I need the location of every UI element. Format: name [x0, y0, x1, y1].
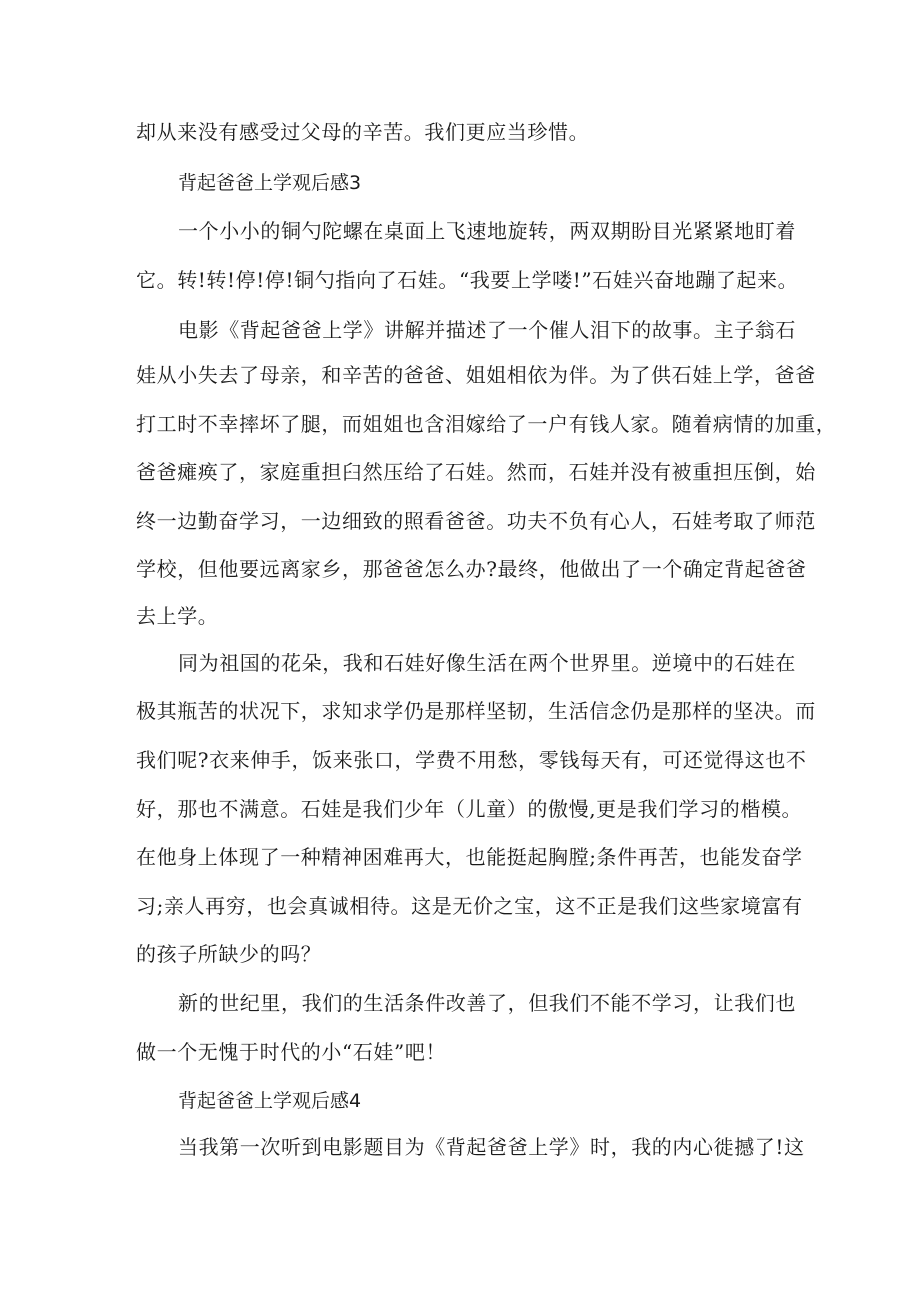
text-line: 的孩子所缺少的吗？ — [136, 942, 322, 966]
section-heading: 背起爸爸上学观后感4 — [178, 1090, 362, 1112]
text-line: 终一边勤奋学习，一边细致的照看爸爸。功夫不负有心人，石娃考取了师范 — [136, 509, 816, 533]
text-line: 在他身上体现了一种精神困难再大，也能挺起胸膛;条件再苦，也能发奋学 — [136, 845, 803, 869]
text-line: 当我第一次听到电影题目为《背起爸爸上学》时，我的内心徙撼了!这 — [178, 1135, 805, 1159]
text-line: 做一个无愧于时代的小“石娃”吧！ — [136, 1040, 447, 1064]
text-line: 爸爸瘫痪了，家庭重担臼然压给了石娃。然而，石娃并没有被重担压倒，始 — [136, 460, 816, 484]
text-line: 娃从小失去了母亲，和辛苦的爸爸、姐姐相依为伴。为了供石娃上学，爸爸 — [136, 363, 816, 387]
text-line: 一个小小的铜勺陀螺在桌面上飞速地旋转，两双期盼目光紧紧地盯着 — [178, 219, 796, 243]
text-line: 习;亲人再穷，也会真诚相待。这是无价之宝，这不正是我们这些家境富有 — [136, 894, 803, 918]
text-line: 学校，但他要远离家乡，那爸爸怎么办?最终，他做出了一个确定背起爸爸 — [136, 557, 807, 581]
text-line: 却从来没有感受过父母的辛苦。我们更应当珍惜。 — [136, 120, 590, 144]
text-line: 极其瓶苦的状况下，求知求学仍是那样坚韧，生活信念仍是那样的坚决。而 — [136, 699, 816, 723]
text-line: 新的世纪里，我们的生活条件改善了，但我们不能不学习，让我们也 — [178, 991, 796, 1015]
text-line: 我们呢?衣来伸手，饭来张口，学费不用愁，零钱每天有，可还觉得这也不 — [136, 748, 807, 772]
section-heading: 背起爸爸上学观后感3 — [178, 172, 362, 194]
text-line: 它。转!转!停!停!铜勺指向了石娃。“我要上学喽!”石娃兴奋地蹦了起来。 — [136, 268, 799, 292]
text-line: 打工时不幸摔坏了腿，而姐姐也含泪嫁给了一户有钱人家。随着病情的加重， — [136, 412, 837, 436]
text-line: 去上学。 — [136, 604, 219, 628]
text-line: 电影《背起爸爸上学》讲解并描述了一个催人泪下的故事。主子翁石 — [178, 318, 796, 342]
text-line: 好，那也不满意。石娃是我们少年（儿童）的傲慢,更是我们学习的楷模。 — [136, 797, 803, 821]
text-line: 同为祖国的花朵，我和石娃好像生活在两个世界里。逆境中的石娃在 — [178, 651, 796, 675]
